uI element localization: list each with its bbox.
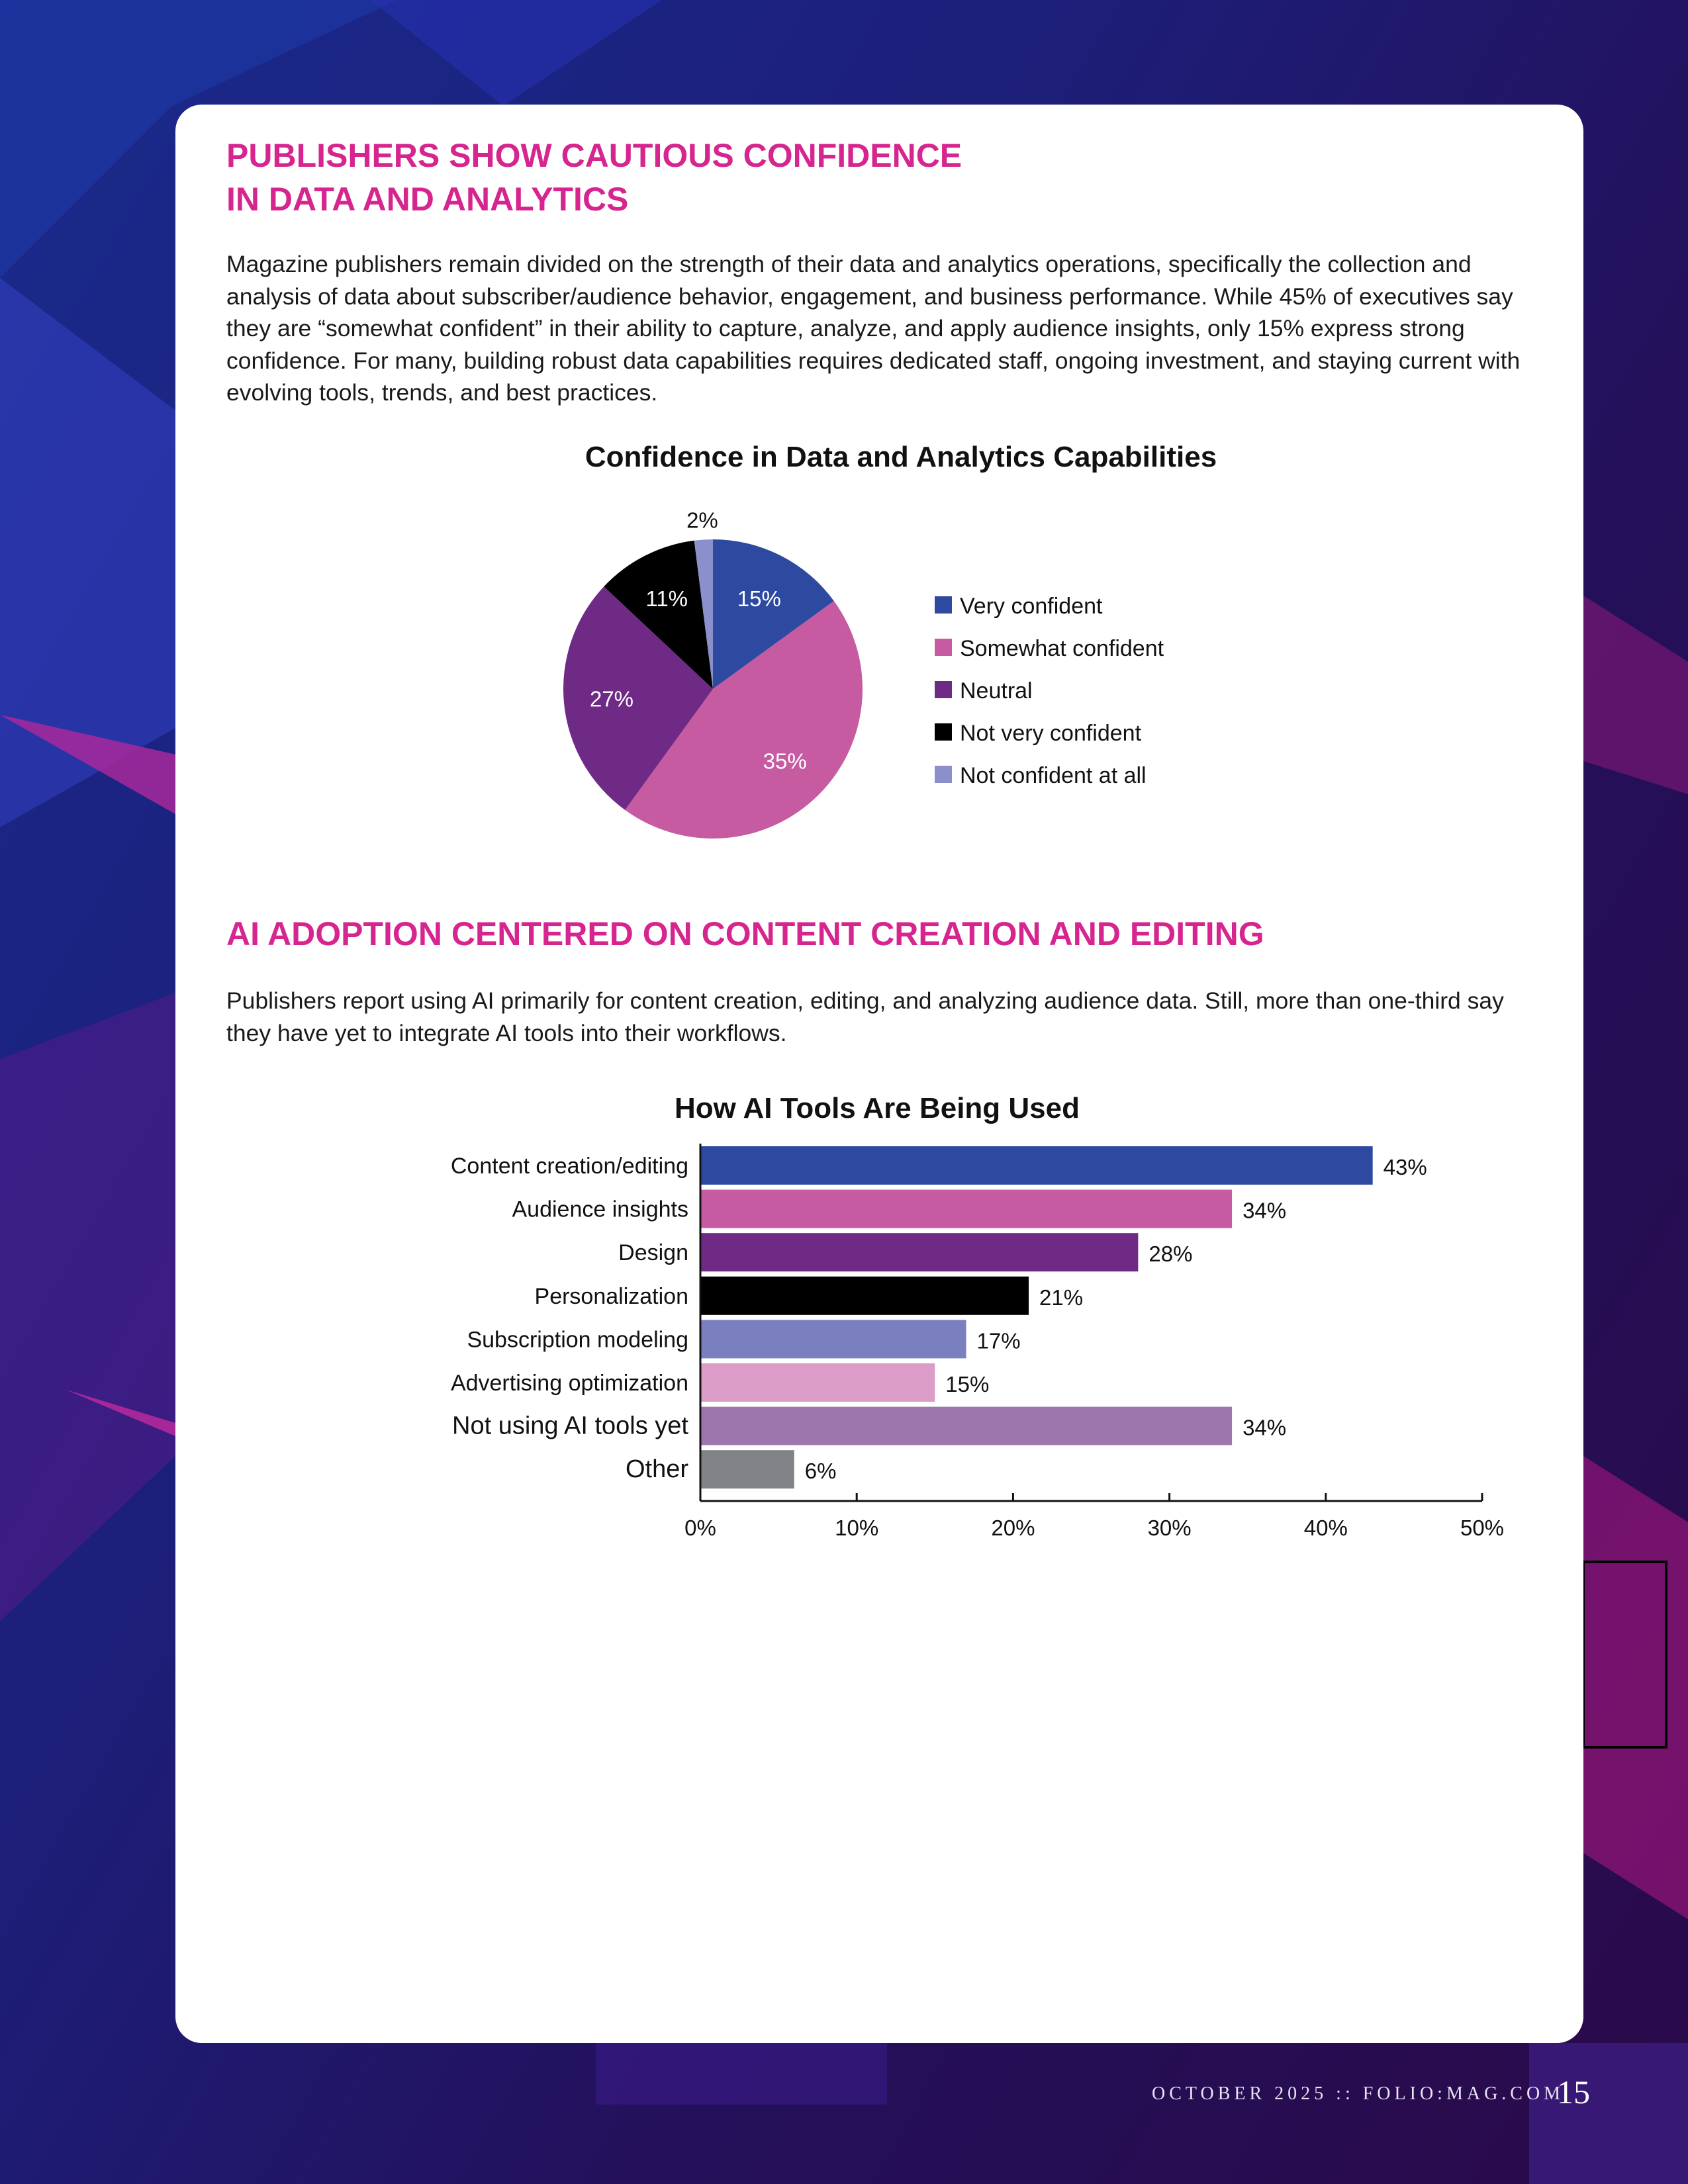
- bar-category-label: Subscription modeling: [467, 1327, 688, 1353]
- pie-data-label: 15%: [737, 586, 781, 612]
- section2-body: Publishers report using AI primarily for content creation, editing, and analyzing audience data. Still, more than one-third say they have yet to integrate AI tools into their workflows.: [226, 987, 1504, 1046]
- bar-data-label: 28%: [1149, 1242, 1193, 1267]
- bar-data-label: 43%: [1383, 1155, 1427, 1179]
- pie-chart-title: Confidence in Data and Analytics Capabilities: [585, 441, 1217, 473]
- bar-category-label: Audience insights: [512, 1197, 688, 1222]
- page-number: 15: [1557, 2073, 1590, 2111]
- bar: [700, 1320, 966, 1358]
- section1-heading-line1: PUBLISHERS SHOW CAUTIOUS CONFIDENCE: [226, 137, 962, 174]
- bar-category-label: Other: [625, 1455, 688, 1484]
- legend-swatch: [935, 639, 952, 656]
- bar: [700, 1233, 1138, 1271]
- x-tick-label: 20%: [991, 1516, 1035, 1540]
- bar-category-label: Not using AI tools yet: [452, 1412, 688, 1440]
- bar: [700, 1190, 1232, 1228]
- legend-label: Not very confident: [960, 721, 1142, 746]
- section1-heading: [226, 134, 962, 221]
- bar: [700, 1277, 1029, 1315]
- pie-data-label: 2%: [686, 508, 718, 533]
- pie-data-label: 27%: [589, 686, 634, 711]
- bar-data-label: 34%: [1243, 1198, 1287, 1223]
- legend-swatch: [935, 723, 952, 741]
- bar-data-label: 6%: [804, 1459, 837, 1484]
- bar: [700, 1363, 935, 1402]
- section1-heading-line2: IN DATA AND ANALYTICS: [226, 181, 629, 218]
- bar-chart: [331, 1125, 1556, 1555]
- x-tick-label: 40%: [1303, 1516, 1348, 1540]
- bar-category-label: Advertising optimization: [450, 1371, 688, 1396]
- x-tick-label: 30%: [1147, 1516, 1192, 1540]
- section1-body: Magazine publishers remain divided on the strength of their data and analytics operations, specifically the collection and analysis of data about subscriber/audience behavior, engagement, and business performance. While 45% of executives say they are “somewhat confident” in their ability to capture, analyze, and apply audience insights, only 15% express strong confidence. For many, building robust data capabilities requires dedicated staff, ongoing investment, and staying current with evolving tools, trends, and best practices.: [226, 251, 1521, 406]
- bar: [700, 1146, 1373, 1185]
- legend-label: Somewhat confident: [960, 636, 1164, 661]
- section2-heading: AI ADOPTION CENTERED ON CONTENT CREATION AND EDITING: [226, 915, 1264, 952]
- legend-swatch: [935, 766, 952, 783]
- bar-data-label: 17%: [976, 1328, 1021, 1353]
- bar: [700, 1450, 794, 1488]
- bar-chart-title: How AI Tools Are Being Used: [675, 1092, 1080, 1124]
- bar-category-label: Content creation/editing: [450, 1154, 688, 1179]
- legend-label: Neutral: [960, 678, 1033, 704]
- bar: [700, 1407, 1232, 1445]
- pie-data-label: 11%: [645, 586, 688, 612]
- bar-category-label: Design: [618, 1240, 688, 1266]
- footer-text: OCTOBER 2025 :: FOLIO:MAG.COM: [1152, 2083, 1565, 2104]
- bar-data-label: 15%: [945, 1372, 990, 1396]
- pie-data-label: 35%: [763, 749, 807, 774]
- pie-chart: [530, 503, 1225, 860]
- x-tick-label: 0%: [684, 1516, 716, 1540]
- legend-swatch: [935, 681, 952, 698]
- legend-swatch: [935, 596, 952, 614]
- legend-label: Very confident: [960, 594, 1103, 619]
- bar-category-label: Personalization: [534, 1283, 688, 1309]
- bar-data-label: 34%: [1243, 1415, 1287, 1440]
- legend-label: Not confident at all: [960, 763, 1147, 788]
- x-tick-label: 10%: [835, 1516, 879, 1540]
- x-tick-label: 50%: [1460, 1516, 1505, 1540]
- bar-data-label: 21%: [1039, 1285, 1084, 1310]
